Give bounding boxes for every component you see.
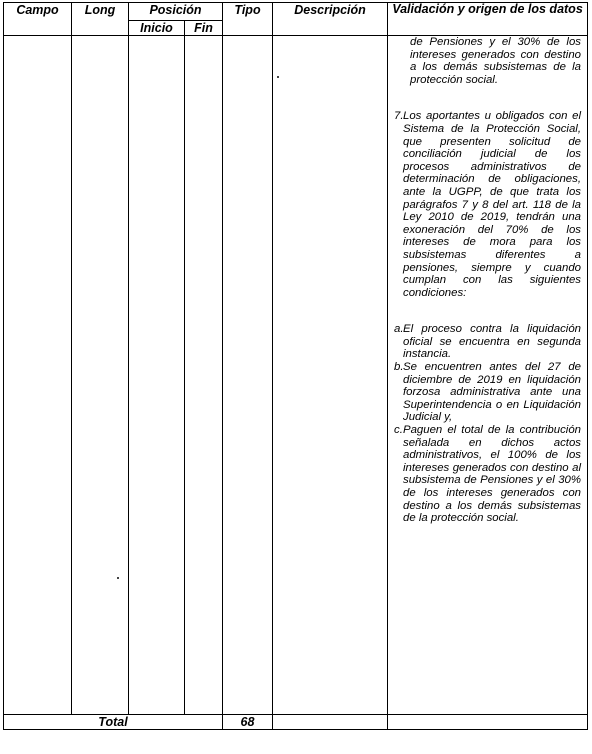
header-tipo: Tipo [223, 3, 273, 36]
header-fin: Fin [185, 21, 223, 36]
cell-validacion [388, 36, 588, 715]
total-valid-empty [388, 715, 588, 730]
cell-campo [4, 36, 72, 715]
subitem-text: Paguen el total de la contribución señalada en dichos actos administrativos, el 100% de los intereses generados con destino al subsistema de Pensiones y el 30% de los intereses generados con destino a los demás subsistemas de la protección social. [403, 424, 581, 525]
cell-fin [185, 36, 223, 715]
validation-intro: de Pensiones y el 30% de los intereses generados con destino a los demás subsistemas de la protección social. [410, 36, 581, 86]
total-desc-empty [273, 715, 388, 730]
subitem-letter: c. [394, 424, 403, 437]
subitem-text: El proceso contra la liquidación oficial se encuentra en segunda instancia. [403, 323, 581, 361]
header-descripcion: Descripción [273, 3, 388, 36]
item-text: Los aportantes u obligados con el Sistema de la Protección Social, que presenten solicitud de conciliación judicial de los procesos administrativos de determinación de obligaciones, ante la UGPP, de que trata los parágrafos 7 y 8 del art. 118 de la Ley 2010 de 2019, tendrán una exoneración del 70% de los intereses de mora para los subsistemas diferentes a pensiones, siempre y cuando cumplan con las siguientes condiciones: [403, 110, 581, 299]
cell-descripcion [273, 36, 388, 715]
header-validacion: Validación y origen de los datos [388, 3, 588, 36]
subitem-letter: b. [394, 361, 404, 374]
item-number: 7. [394, 110, 404, 123]
cell-tipo [223, 36, 273, 715]
subitem-a [394, 323, 581, 361]
header-campo: Campo [4, 3, 72, 36]
total-value: 68 [223, 715, 273, 730]
total-label: Total [4, 715, 223, 730]
header-inicio: Inicio [129, 21, 185, 36]
scan-speck [117, 577, 119, 579]
validation-text [388, 36, 587, 525]
subitem-b [394, 361, 581, 424]
subitem-text: Se encuentren antes del 27 de diciembre de 2019 en liquidación forzosa administrativa ante una Superintendencia o en Liquidación Judicial y, [403, 361, 581, 424]
subitem-letter: a. [394, 323, 404, 336]
cell-long [72, 36, 129, 715]
header-long: Long [72, 3, 129, 36]
validation-item-7 [394, 110, 581, 299]
header-posicion: Posición [129, 3, 223, 21]
data-spec-table [3, 2, 588, 730]
subitem-c [394, 424, 581, 525]
cell-inicio [129, 36, 185, 715]
scan-speck [277, 76, 279, 78]
